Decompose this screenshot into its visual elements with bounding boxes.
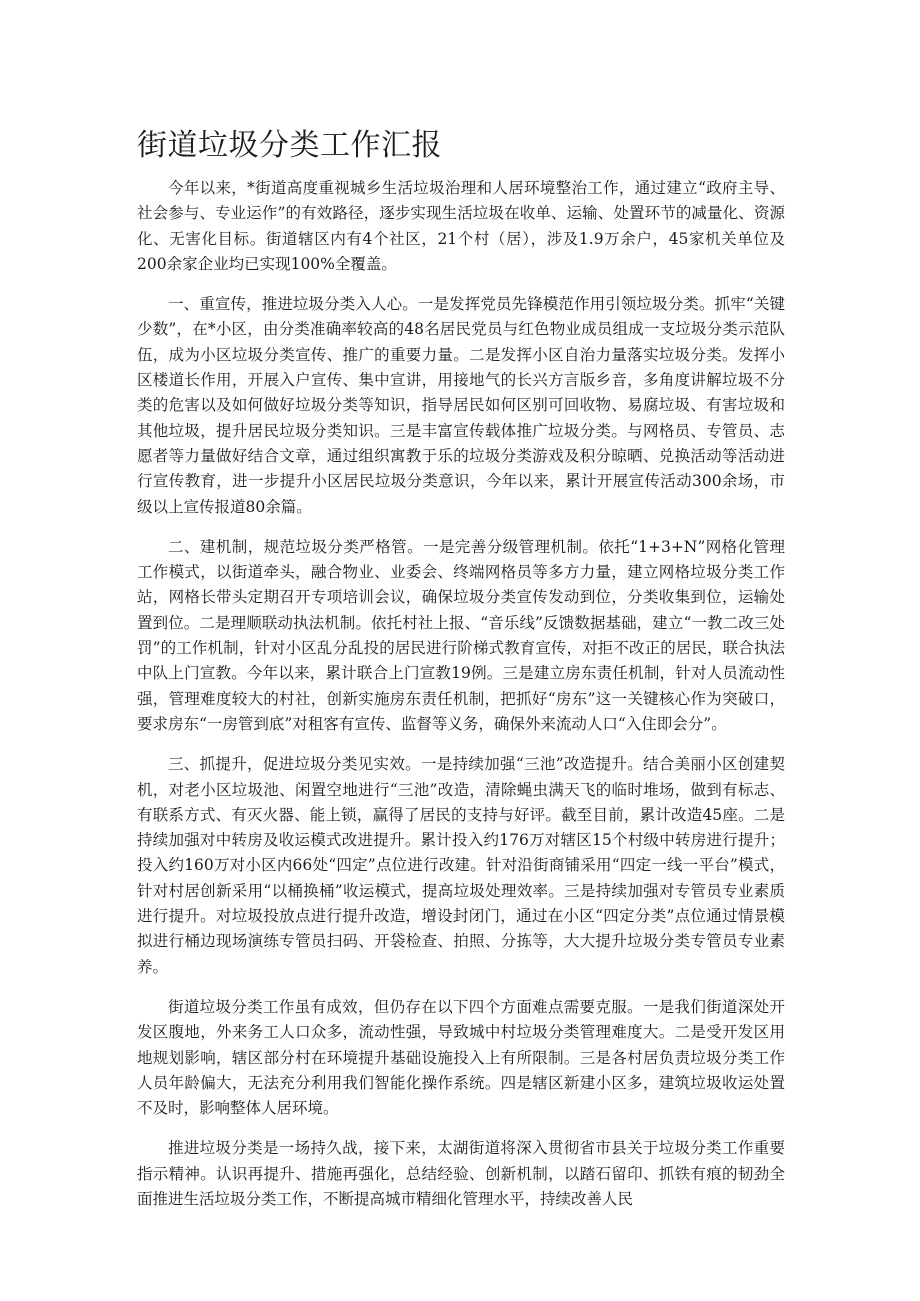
paragraph-improvement: 三、抓提升，促进垃圾分类见实效。一是持续加强“三池”改造提升。结合美丽小区创建契机，对老小区垃圾池、闲置空地进行“三池”改造，清除蝇虫满天飞的临时堆场，做到有标志、有联系方式、有灭火器、能上锁，赢得了居民的支持与好评。截至目前，累计改造45座。二是持续加强对中转房及收运模式改进提升。累计投入约176万对辖区15个村级中转房进行提升；投入约160万对小区内66处“四定”点位进行改建。针对沿街商铺采用“四定一线一平台”模式，针对村居创新采用“以桶换桶”收运模式，提高垃圾处理效率。三是持续加强对专管员专业素质进行提升。对垃圾投放点进行提升改造，增设封闭门，通过在小区“四定分类”点位通过情景模拟进行桶边现场演练专管员扫码、开袋检查、拍照、分拣等，大大提升垃圾分类专管员专业素养。 <box>137 755 785 976</box>
paragraph-difficulties: 街道垃圾分类工作虽有成效，但仍存在以下四个方面难点需要克服。一是我们街道深处开发区腹地，外来务工人口众多，流动性强，导致城中村垃圾分类管理难度大。二是受开发区用地规划影响，辖区部分村在环境提升基础设施投入上有所限制。三是各村居负责垃圾分类工作人员年龄偏大，无法充分利用我们智能化操作系统。四是辖区新建小区多，建筑垃圾收运处置不及时，影响整体人居环境。 <box>137 997 785 1118</box>
paragraph-next-steps: 推进垃圾分类是一场持久战，接下来，太湖街道将深入贯彻省市县关于垃圾分类工作重要指示精神。认识再提升、措施再强化，总结经验、创新机制，以踏石留印、抓铁有痕的韧劲全面推进生活垃圾分类工作，不断提高城市精细化管理水平，持续改善人民 <box>137 1139 785 1208</box>
paragraph-publicity: 一、重宣传，推进垃圾分类入人心。一是发挥党员先锋模范作用引领垃圾分类。抓牢“关键少数”，在*小区，由分类准确率较高的48名居民党员与红色物业成员组成一支垃圾分类示范队伍，成为小区垃圾分类宣传、推广的重要力量。二是发挥小区自治力量落实垃圾分类。发挥小区楼道长作用，开展入户宣传、集中宣讲，用接地气的长兴方言版乡音，多角度讲解垃圾不分类的危害以及如何做好垃圾分类等知识，指导居民如何区别可回收物、易腐垃圾、有害垃圾和其他垃圾，提升居民垃圾分类知识。三是丰富宣传载体推广垃圾分类。与网格员、专管员、志愿者等力量做好结合文章，通过组织寓教于乐的垃圾分类游戏及积分晾晒、兑换活动等活动进行宣传教育，进一步提升小区居民垃圾分类意识，今年以来，累计开展宣传活动300余场，市级以上宣传报道80余篇。 <box>137 295 785 516</box>
paragraph-mechanism: 二、建机制，规范垃圾分类严格管。一是完善分级管理机制。依托“1+3+N”网格化管理工作模式，以街道牵头，融合物业、业委会、终端网格员等多方力量，建立网格垃圾分类工作站，网格长带头定期召开专项培训会议，确保垃圾分类宣传发动到位，分类收集到位，运输处置到位。二是理顺联动执法机制。依托村社上报、“音乐线”反馈数据基础，建立“一教二改三处罚”的工作机制，针对小区乱分乱投的居民进行阶梯式教育宣传，对拒不改正的居民，联合执法中队上门宣教。今年以来，累计联合上门宣教19例。三是建立房东责任机制，针对人员流动性强，管理难度较大的村社，创新实施房东责任机制，把抓好“房东”这一关键核心作为突破口，要求房东“一房管到底”对租客有宣传、监督等义务，确保外来流动人口“入住即会分”。 <box>137 537 785 733</box>
document-title: 街道垃圾分类工作汇报 <box>137 128 442 163</box>
paragraph-intro: 今年以来，*街道高度重视城乡生活垃圾治理和人居环境整治工作，通过建立“政府主导、社会参与、专业运作”的有效路径，逐步实现生活垃圾在收单、运输、处置环节的减量化、资源化、无害化目标。街道辖区内有4个社区，21个村（居），涉及1.9万余户，45家机关单位及200余家企业均已实现100%全覆盖。 <box>137 179 785 273</box>
document-body <box>137 176 785 1227</box>
